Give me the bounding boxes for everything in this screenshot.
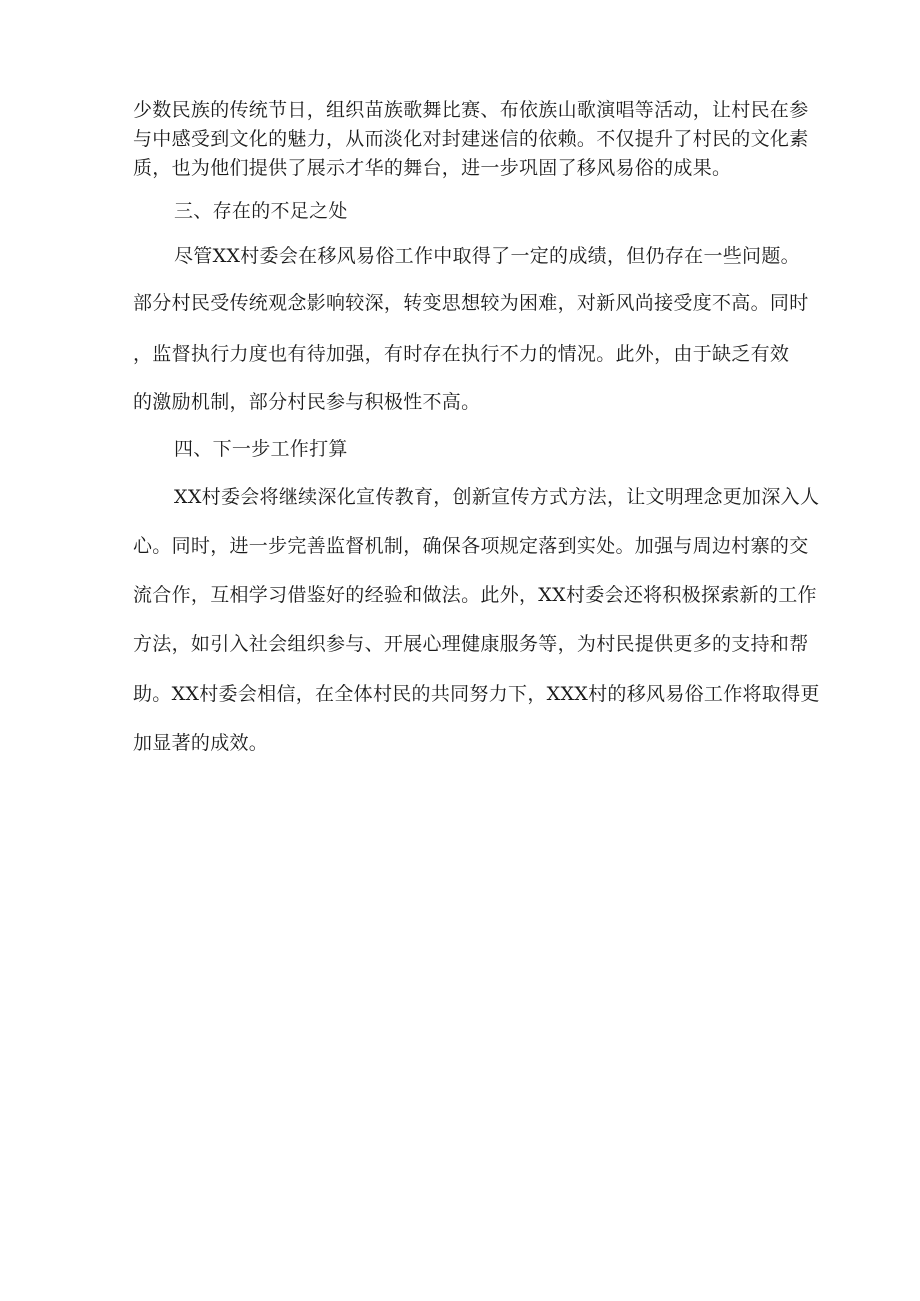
- paragraph-line: 部分村民受传统观念影响较深，转变思想较为困难，对新风尚接受度不高。同时: [133, 292, 809, 314]
- paragraph-line: 助。XX村委会相信，在全体村民的共同努力下，XXX村的移风易俗工作将取得更: [133, 683, 820, 705]
- paragraph-line: 加显著的成效。: [133, 732, 269, 754]
- paragraph-line: 少数民族的传统节日，组织苗族歌舞比赛、布依族山歌演唱等活动，让村民在参: [133, 99, 809, 121]
- paragraph-line: 方法，如引入社会组织参与、开展心理健康服务等，为村民提供更多的支持和帮: [133, 633, 809, 655]
- paragraph-line: 尽管XX村委会在移风易俗工作中取得了一定的成绩，但仍存在一些问题。: [174, 245, 800, 267]
- paragraph-line: 质，也为他们提供了展示才华的舞台，进一步巩固了移风易俗的成果。: [133, 157, 732, 179]
- paragraph-line: 流合作，互相学习借鉴好的经验和做法。此外，XX村委会还将积极探索新的工作: [133, 584, 817, 606]
- paragraph-line: ，监督执行力度也有待加强，有时存在执行不力的情况。此外，由于缺乏有效: [133, 343, 790, 365]
- section-heading: 三、存在的不足之处: [174, 200, 348, 222]
- paragraph-line: 与中感受到文化的魅力，从而淡化对封建迷信的依赖。不仅提升了村民的文化素: [133, 128, 809, 150]
- paragraph-line: 心。同时，进一步完善监督机制，确保各项规定落到实处。加强与周边村寨的交: [133, 535, 809, 557]
- section-heading: 四、下一步工作打算: [174, 438, 348, 460]
- paragraph-line: 的激励机制，部分村民参与积极性不高。: [133, 391, 481, 413]
- paragraph-line: XX村委会将继续深化宣传教育，创新宣传方式方法，让文明理念更加深入人: [174, 486, 820, 508]
